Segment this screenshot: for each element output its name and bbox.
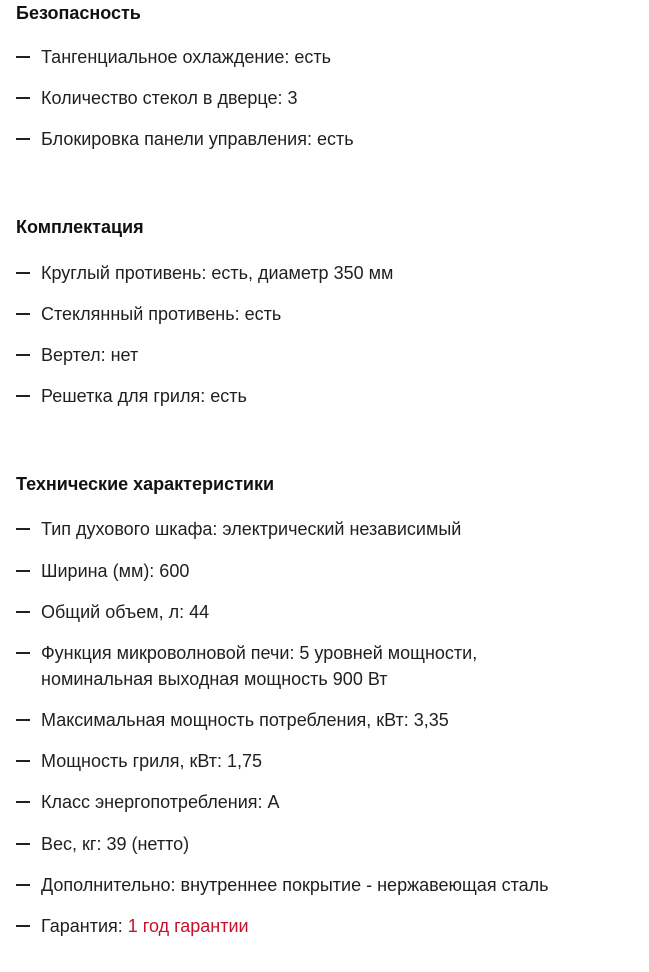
list-item: Дополнительно: внутреннее покрытие - нержавеющая сталь — [16, 872, 639, 898]
dash-icon — [16, 611, 30, 613]
dash-icon — [16, 925, 30, 927]
section-title-package: Комплектация — [16, 217, 144, 237]
list-item: Класс энергопотребления: А — [16, 789, 639, 815]
dash-icon — [16, 570, 30, 572]
dash-icon — [16, 843, 30, 845]
section-title-safety: Безопасность — [16, 3, 141, 23]
dash-icon — [16, 354, 30, 356]
list-item: Вертел: нет — [16, 342, 639, 368]
dash-icon — [16, 884, 30, 886]
list-item: Блокировка панели управления: есть — [16, 126, 639, 152]
dash-icon — [16, 395, 30, 397]
dash-icon — [16, 272, 30, 274]
list-item: Общий объем, л: 44 — [16, 599, 639, 625]
dash-icon — [16, 97, 30, 99]
dash-icon — [16, 760, 30, 763]
dash-icon — [16, 138, 30, 141]
list-item: Тип духового шкафа: электрический независимый — [16, 516, 639, 542]
dash-icon — [16, 56, 30, 58]
dash-icon — [16, 652, 30, 654]
dash-icon — [16, 719, 30, 721]
list-item: Вес, кг: 39 (нетто) — [16, 831, 639, 857]
list-item: Количество стекол в дверце: 3 — [16, 85, 639, 111]
list-item: Ширина (мм): 600 — [16, 558, 639, 584]
dash-icon — [16, 528, 30, 530]
list-item: Функция микроволновой печи: 5 уровней мощности, номинальная выходная мощность 900 Вт — [16, 640, 559, 692]
warranty-link[interactable]: 1 год гарантии — [127, 916, 249, 936]
list-item-warranty — [16, 913, 639, 939]
dash-icon — [16, 313, 30, 315]
list-item: Круглый противень: есть, диаметр 350 мм — [16, 260, 639, 286]
list-item: Стеклянный противень: есть — [16, 301, 639, 327]
dash-icon — [16, 801, 30, 803]
section-title-specs: Технические характеристики — [16, 474, 275, 494]
list-item: Мощность гриля, кВт: 1,75 — [16, 748, 639, 774]
list-item: Решетка для гриля: есть — [16, 383, 639, 409]
warranty-label: Гарантия: — [41, 916, 128, 936]
list-item: Тангенциальное охлаждение: есть — [16, 44, 639, 70]
list-item: Максимальная мощность потребления, кВт: 3,35 — [16, 707, 639, 733]
